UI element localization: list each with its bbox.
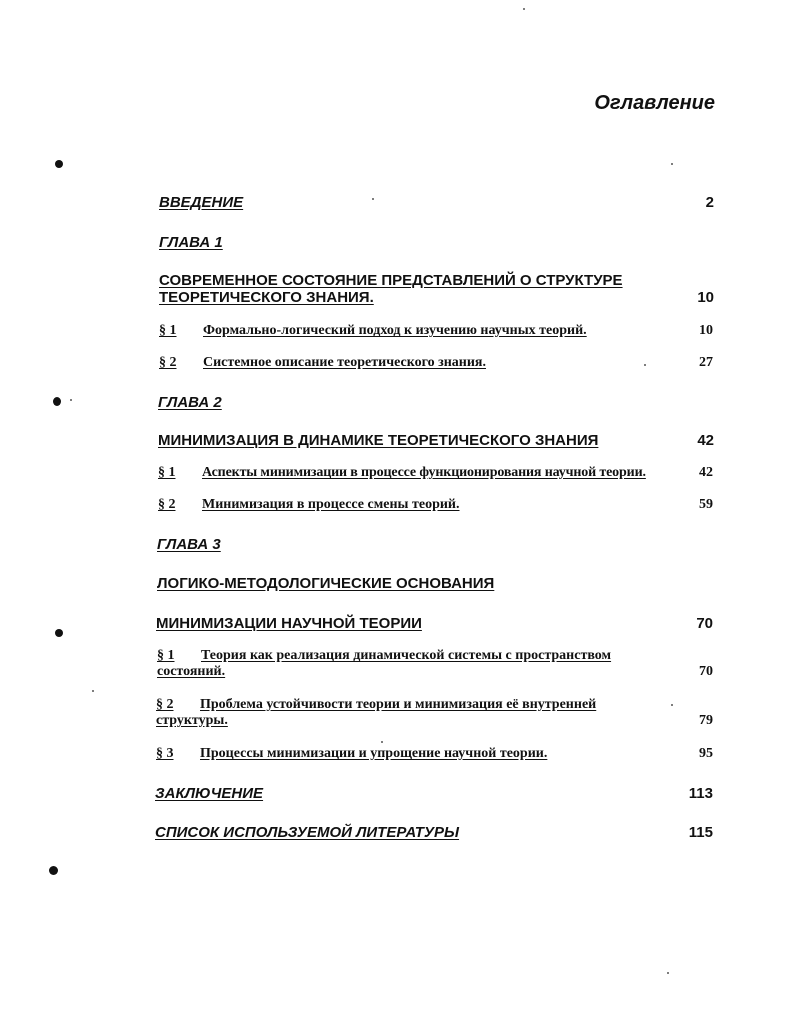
toc-entry-page: 95 (699, 746, 713, 761)
scan-speck (667, 972, 669, 974)
toc-title: Оглавление (594, 92, 715, 114)
scan-speck (523, 8, 525, 10)
scan-speck (381, 741, 383, 743)
toc-entry-page: 70 (696, 615, 713, 632)
punch-hole-mark (55, 160, 63, 168)
toc-section-number: § 3 (156, 746, 174, 761)
toc-section-label-line2[interactable]: структуры. (156, 713, 228, 728)
scan-speck (671, 163, 673, 165)
toc-section-label[interactable]: Процессы минимизации и упрощение научной теории. (200, 746, 548, 761)
toc-section-label-line2[interactable]: состояний. (157, 664, 226, 679)
toc-section-number: § 1 (159, 323, 177, 338)
toc-section-label[interactable]: Минимизация в процессе смены теорий. (202, 497, 460, 512)
toc-entry-page: 115 (688, 824, 713, 841)
punch-hole-mark (55, 629, 63, 637)
toc-entry-page: 42 (697, 432, 714, 449)
toc-entry-page: 79 (699, 713, 713, 728)
toc-entry-label[interactable]: ВВЕДЕНИЕ (159, 194, 244, 211)
scan-speck (372, 198, 374, 200)
toc-entry-page: 27 (699, 355, 713, 370)
toc-entry-page: 10 (699, 323, 713, 338)
scan-speck (70, 399, 72, 401)
toc-section-number: § 1 (157, 648, 175, 663)
toc-section-label[interactable]: Системное описание теоретического знания. (203, 355, 486, 370)
toc-entry-label[interactable]: МИНИМИЗАЦИЯ В ДИНАМИКЕ ТЕОРЕТИЧЕСКОГО ЗНАНИЯ (158, 432, 599, 449)
toc-entry-page: 2 (705, 194, 714, 211)
punch-hole-mark (49, 866, 58, 875)
toc-section-number: § 2 (156, 697, 174, 712)
toc-section-label-line1[interactable]: Теория как реализация динамической системы с пространством (201, 648, 612, 663)
toc-entry-label[interactable]: СПИСОК ИСПОЛЬЗУЕМОЙ ЛИТЕРАТУРЫ (155, 824, 460, 841)
toc-entry-label-line1[interactable]: СОВРЕМЕННОЕ СОСТОЯНИЕ ПРЕДСТАВЛЕНИЙ О СТРУКТУРЕ (159, 272, 623, 289)
toc-entry-page: 70 (699, 664, 713, 679)
toc-section-number: § 2 (158, 497, 176, 512)
toc-entry-page: 10 (697, 289, 714, 306)
toc-chapter-label[interactable]: ГЛАВА 2 (158, 394, 222, 411)
scan-speck (671, 704, 673, 706)
toc-entry-page: 42 (699, 465, 713, 480)
toc-entry-label-line2[interactable]: ТЕОРЕТИЧЕСКОГО ЗНАНИЯ. (159, 289, 374, 306)
toc-entry-label[interactable]: ЗАКЛЮЧЕНИЕ (155, 785, 264, 802)
toc-chapter-label[interactable]: ГЛАВА 1 (159, 234, 223, 251)
toc-entry-label-line2[interactable]: МИНИМИЗАЦИИ НАУЧНОЙ ТЕОРИИ (156, 615, 422, 632)
toc-section-number: § 2 (159, 355, 177, 370)
punch-hole-mark (53, 397, 61, 406)
toc-section-label[interactable]: Аспекты минимизации в процессе функционирования научной теории. (202, 465, 646, 480)
toc-section-label-line1[interactable]: Проблема устойчивости теории и минимизация её внутренней (200, 697, 597, 712)
toc-entry-label-line1[interactable]: ЛОГИКО-МЕТОДОЛОГИЧЕСКИЕ ОСНОВАНИЯ (157, 575, 495, 592)
toc-section-label[interactable]: Формально-логический подход к изучению научных теорий. (203, 323, 587, 338)
toc-entry-page: 113 (688, 785, 713, 802)
scan-speck (644, 364, 646, 366)
toc-entry-page: 59 (699, 497, 713, 512)
toc-section-number: § 1 (158, 465, 176, 480)
toc-chapter-label[interactable]: ГЛАВА 3 (157, 536, 221, 553)
scan-speck (92, 690, 94, 692)
